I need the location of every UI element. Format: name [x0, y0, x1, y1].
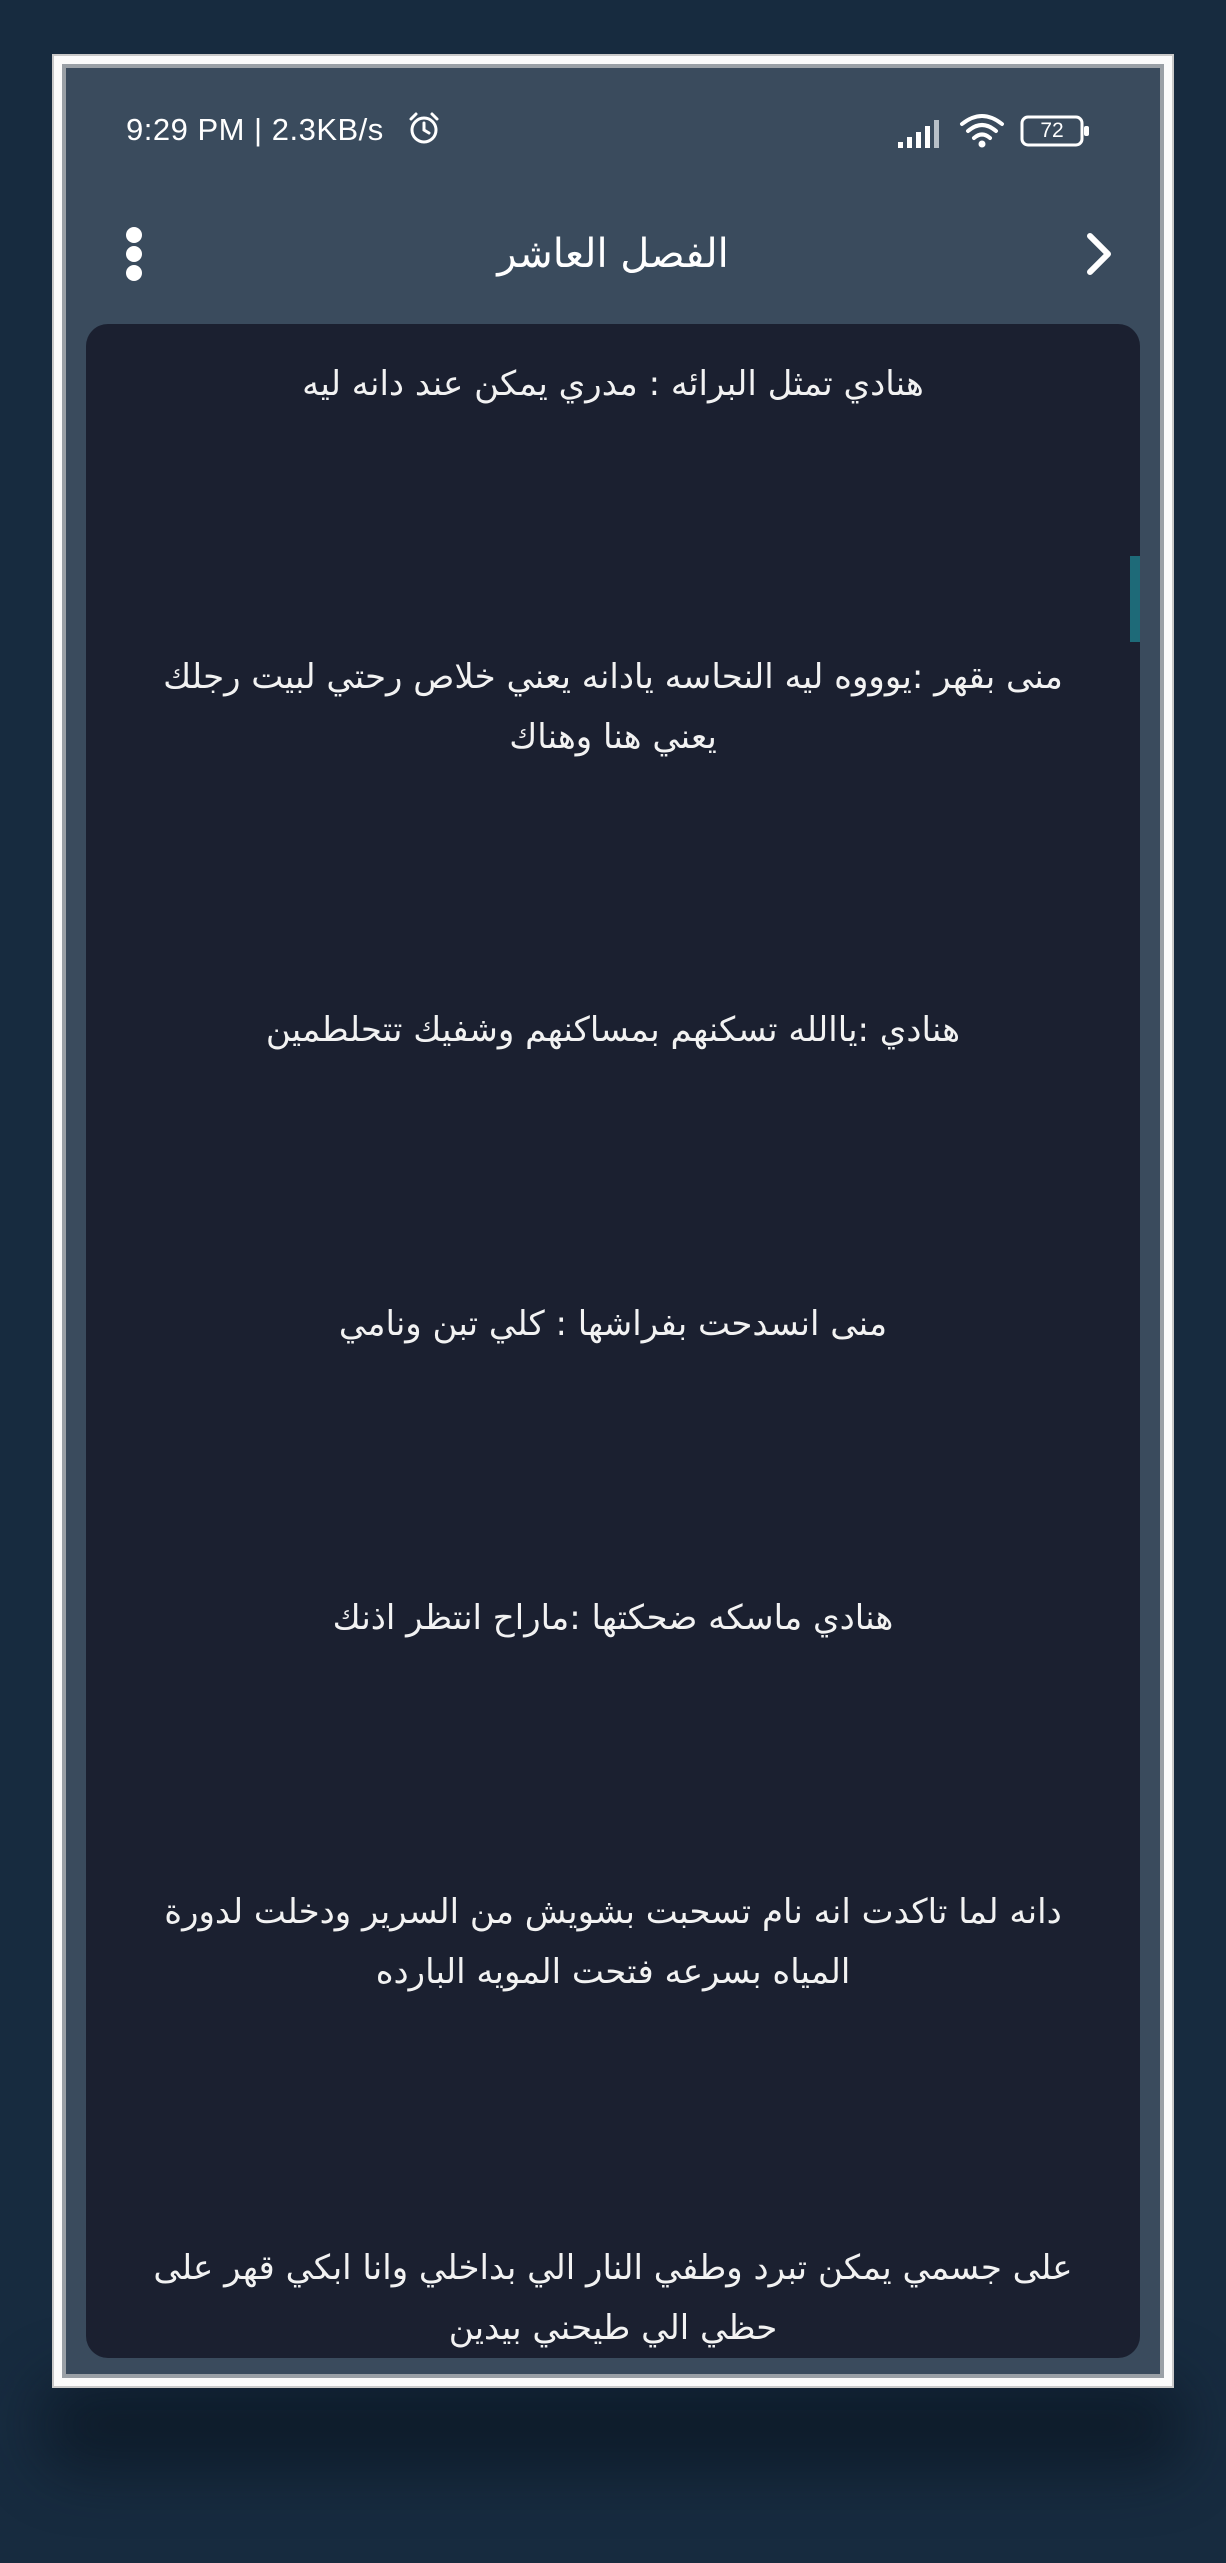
status-bar: [74, 74, 1152, 184]
story-paragraph: دانه لما تاكدت انه نام تسحبت بشويش من السرير ودخلت لدورة المياه بسرعه فتحت المويه البارده: [164, 1892, 1062, 1992]
story-paragraph: منى بقهر :يوووه ليه النحاسه يادانه يعني خلاص رحتي لبيت رجلك يعني هنا وهناك: [163, 657, 1063, 757]
more-vertical-icon: [126, 227, 142, 243]
battery-level: 72: [1040, 119, 1064, 142]
chapter-content[interactable]: [86, 324, 1140, 2358]
story-paragraph: منى انسدحت بفراشها : كلي تبن ونامي: [338, 1304, 888, 1344]
app-bar: [74, 184, 1152, 324]
device-frame: [52, 54, 1174, 2388]
more-vertical-icon-dot: [126, 246, 142, 262]
more-vertical-icon-dot: [126, 265, 142, 281]
more-options-button[interactable]: [104, 209, 164, 299]
phone-screen: [74, 74, 1152, 2366]
status-time: 9:29 PM | 2.3KB/s: [126, 112, 384, 147]
chevron-right-icon: [1066, 222, 1130, 286]
device-bezel: [62, 64, 1164, 2378]
signal-icon: [896, 118, 944, 148]
device-shadow: [40, 2380, 1186, 2470]
next-chapter-button[interactable]: [1066, 222, 1130, 286]
story-paragraph: هنادي :ياالله تسكنهم بمساكنهم وشفيك تتحلطمين: [265, 1010, 961, 1050]
scrollbar-thumb[interactable]: [1130, 556, 1140, 642]
story-paragraph: هنادي تمثل البرائه : مدري يمكن عند دانه ليه: [302, 364, 924, 404]
chapter-title: الفصل العاشر: [497, 231, 729, 277]
story-paragraph: على جسمي يمكن تبرد وطفي النار الي بداخلي وانا ابكي قهر على حظي الي طيحني بيدين: [153, 2248, 1073, 2348]
wifi-icon: [958, 110, 1006, 150]
story-paragraph: هنادي ماسكه ضحكتها :ماراح انتظر اذنك: [332, 1598, 894, 1638]
alarm-icon: [406, 110, 442, 146]
